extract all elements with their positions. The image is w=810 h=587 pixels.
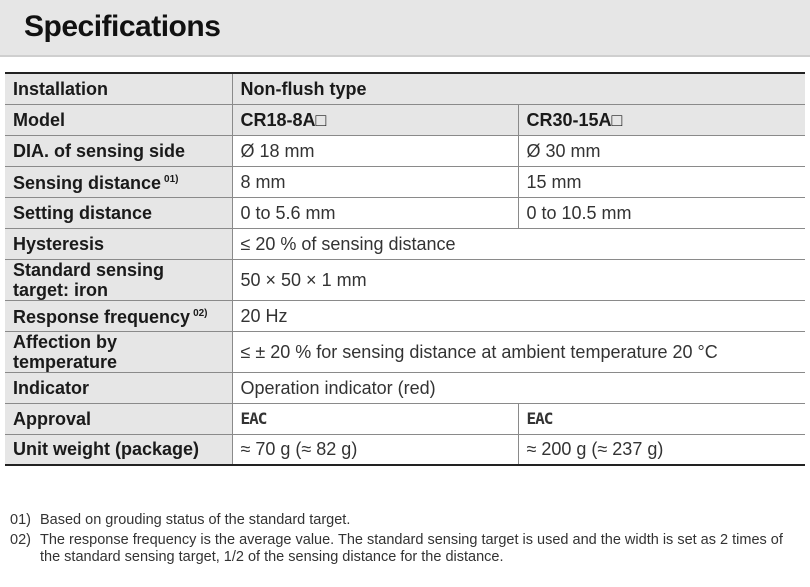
model-label: Model	[5, 104, 232, 135]
setting-distance-label: Setting distance	[5, 197, 232, 228]
sensing-distance-cr30: 15 mm	[518, 166, 805, 197]
table-row-unit-weight	[5, 434, 805, 465]
table-row-approval	[5, 403, 805, 434]
footnote-02	[10, 532, 800, 566]
sensing-distance-label-cell	[5, 166, 232, 197]
affection-value: ≤ ± 20 % for sensing distance at ambient temperature 20 °C	[232, 331, 805, 372]
approval-cr18-cell	[232, 403, 518, 434]
table-row-hysteresis	[5, 228, 805, 259]
dia-cr18: Ø 18 mm	[232, 135, 518, 166]
footnote-number: 02)	[10, 532, 31, 548]
affection-label-line1: Affection by	[13, 331, 118, 352]
setting-distance-cr18: 0 to 5.6 mm	[232, 197, 518, 228]
indicator-label: Indicator	[5, 372, 232, 403]
hysteresis-value: ≤ 20 % of sensing distance	[232, 228, 805, 259]
installation-value: Non-flush type	[232, 73, 805, 104]
footnote-number: 01)	[10, 512, 31, 528]
installation-label: Installation	[5, 73, 232, 104]
table-row-setting-distance	[5, 197, 805, 228]
affection-label	[5, 331, 232, 372]
footnote-text: Based on grouding status of the standard target.	[40, 512, 351, 528]
dia-cr30: Ø 30 mm	[518, 135, 805, 166]
footnote-ref-02: 02)	[193, 308, 208, 319]
unit-weight-cr30: ≈ 200 g (≈ 237 g)	[518, 434, 805, 465]
unit-weight-cr18: ≈ 70 g (≈ 82 g)	[232, 434, 518, 465]
spec-table	[5, 72, 805, 466]
table-row-standard-target	[5, 259, 805, 300]
footnote-ref-01: 01)	[164, 174, 179, 185]
indicator-value: Operation indicator (red)	[232, 372, 805, 403]
table-row-response-frequency	[5, 300, 805, 331]
standard-target-label	[5, 259, 232, 300]
model-cr18: CR18-8A□	[232, 104, 518, 135]
sensing-distance-cr18: 8 mm	[232, 166, 518, 197]
title-divider	[0, 55, 810, 57]
response-frequency-label: Response frequency	[13, 307, 191, 327]
title-bar	[0, 0, 810, 55]
table-row-affection	[5, 331, 805, 372]
approval-label: Approval	[5, 403, 232, 434]
response-frequency-value: 20 Hz	[232, 300, 805, 331]
affection-label-line2: temperature	[13, 351, 118, 372]
standard-target-value: 50 × 50 × 1 mm	[232, 259, 805, 300]
unit-weight-label: Unit weight (package)	[5, 434, 232, 465]
footnote-01	[10, 512, 800, 529]
standard-target-label-line2: target: iron	[13, 279, 109, 300]
table-row-installation	[5, 73, 805, 104]
response-frequency-label-cell	[5, 300, 232, 331]
table-row-indicator	[5, 372, 805, 403]
dia-label: DIA. of sensing side	[5, 135, 232, 166]
page-title: Specifications	[24, 10, 221, 43]
eac-mark-icon: EAC	[526, 409, 553, 428]
standard-target-label-line1: Standard sensing	[13, 259, 165, 280]
approval-cr30-cell	[518, 403, 805, 434]
table-row-model	[5, 104, 805, 135]
footnotes	[10, 512, 800, 569]
setting-distance-cr30: 0 to 10.5 mm	[518, 197, 805, 228]
eac-mark-icon: EAC	[240, 409, 267, 428]
sensing-distance-label: Sensing distance	[13, 173, 162, 193]
hysteresis-label: Hysteresis	[5, 228, 232, 259]
footnote-text: The response frequency is the average value. The standard sensing target is used and the width is set as 2 times of the standard sensing target, 1/2 of the sensing distance for the distance.	[40, 532, 783, 565]
model-cr30: CR30-15A□	[518, 104, 805, 135]
table-row-dia	[5, 135, 805, 166]
table-row-sensing-distance	[5, 166, 805, 197]
